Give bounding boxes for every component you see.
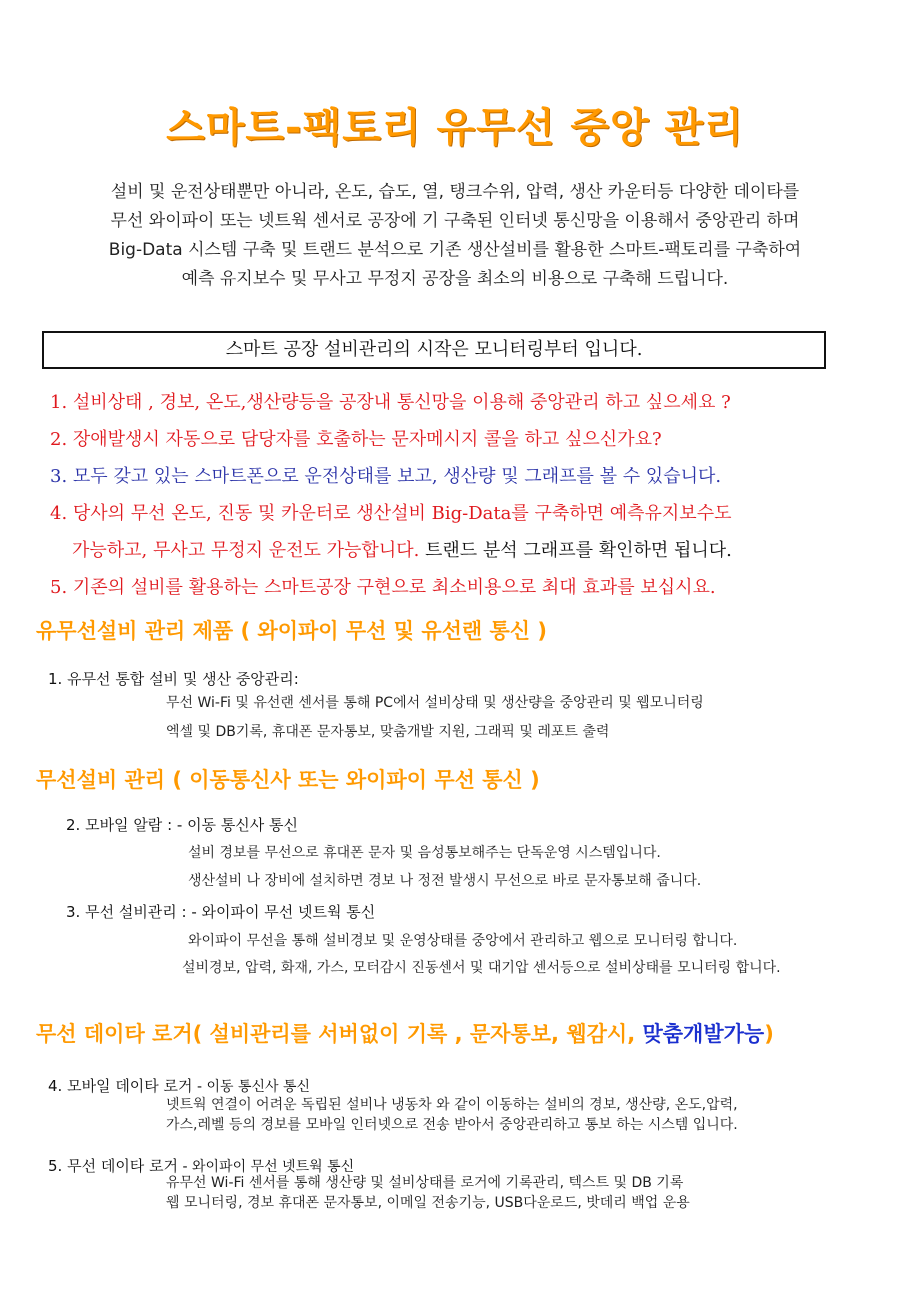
section-heading-wireless: 무선설비 관리 ( 이동통신사 또는 와이파이 무선 통신 ) xyxy=(36,768,540,792)
question-item-4-black-part: 트랜드 분석 그래프를 확인하면 됩니다. xyxy=(419,540,732,561)
item-3-desc-1: 와이파이 무선을 통해 설비경보 및 운영상태를 중앙에서 관리하고 웹으로 모니터링 합니다. xyxy=(188,933,738,949)
question-item-5: 5. 기존의 설비를 활용하는 스마트공장 구현으로 최소비용으로 최대 효과를 보십시요. xyxy=(50,577,716,598)
question-item-4-red-part: 가능하고, 무사고 무정지 운전도 가능합니다. xyxy=(72,540,420,561)
section-heading-data-logger xyxy=(36,1018,774,1048)
page-title: 스마트-팩토리 유무선 중앙 관리 xyxy=(166,105,744,151)
question-list xyxy=(50,384,880,606)
question-item-2: 2. 장애발생시 자동으로 담당자를 호출하는 문자메시지 콜을 하고 싶으신가요? xyxy=(50,429,662,450)
item-1-title: 1. 유무선 통합 설비 및 생산 중앙관리: xyxy=(48,670,299,688)
item-3-desc-2: 설비경보, 압력, 화재, 가스, 모터감시 진동센서 및 대기압 센서등으로 설비상태를 모니터링 합니다. xyxy=(182,960,781,976)
item-4-title-main: 4. 모바일 데이타 로거 xyxy=(48,1077,193,1095)
item-1-desc-1: 무선 Wi-Fi 및 유선랜 센서를 통해 PC에서 설비상태 및 생산량을 중앙관리 및 웹모니터링 xyxy=(166,695,704,711)
item-5-title-main: 5. 무선 데이타 로거 xyxy=(48,1157,179,1175)
section-heading-data-logger-main: 무선 데이타 로거( 설비관리를 서버없이 기록 , 문자통보, 웹감시, xyxy=(36,1022,643,1046)
item-4-title-sub: - 이동 통신사 통신 xyxy=(192,1079,311,1095)
intro-line: Big-Data 시스템 구축 및 트랜드 분석으로 기존 생산설비를 활용한 스마트-팩토리를 구축하여 xyxy=(108,240,802,260)
section-heading-custom-dev: 맞춤개발가능 xyxy=(642,1022,765,1046)
item-2-desc-2: 생산설비 나 장비에 설치하면 경보 나 정전 발생시 무선으로 바로 문자통보해 줍니다. xyxy=(188,873,702,889)
item-5-desc-1: 유무선 Wi-Fi 센서를 통해 생산량 및 설비상태를 로거에 기록관리, 텍스트 및 DB 기록 xyxy=(166,1175,684,1191)
intro-line: 무선 와이파이 또는 넷트웍 센서로 공장에 기 구축된 인터넷 통신망을 이용해서 중앙관리 하며 xyxy=(110,211,800,231)
section-heading-wired-wireless: 유무선설비 관리 제품 ( 와이파이 무선 및 유선랜 통신 ) xyxy=(36,619,547,643)
item-3-title: 3. 무선 설비관리 : - 와이파이 무선 넷트웍 통신 xyxy=(66,903,376,921)
intro-line: 설비 및 운전상태뿐만 아니라, 온도, 습도, 열, 탱크수위, 압력, 생산 카운터등 다양한 데이타를 xyxy=(110,182,800,202)
question-item-3: 3. 모두 갖고 있는 스마트폰으로 운전상태를 보고, 생산량 및 그래프를 볼 수 있습니다. xyxy=(50,466,722,487)
item-1-desc-2: 엑셀 및 DB기록, 휴대폰 문자통보, 맞춤개발 지원, 그래픽 및 레포트 출력 xyxy=(166,724,610,740)
item-4-desc-2: 가스,레벨 등의 경보를 모바일 인터넷으로 전송 받아서 중앙관리하고 통보 하는 시스템 입니다. xyxy=(166,1117,738,1133)
item-4-desc-1: 넷트웍 연결이 어려운 독립된 설비나 냉동차 와 같이 이동하는 설비의 경보, 생산량, 온도,압력, xyxy=(166,1097,738,1113)
section-heading-close-paren: ) xyxy=(764,1022,774,1046)
item-5-desc-2: 웹 모니터링, 경보 휴대폰 문자통보, 이메일 전송기능, USB다운로드, 밧데리 백업 운용 xyxy=(166,1195,690,1211)
item-2-title: 2. 모바일 알람 : - 이동 통신사 통신 xyxy=(66,816,299,834)
intro-paragraph xyxy=(40,178,870,294)
item-5-title-sub: - 와이파이 무선 넷트웍 통신 xyxy=(178,1159,355,1175)
boxed-heading: 스마트 공장 설비관리의 시작은 모니터링부터 입니다. xyxy=(42,331,826,369)
intro-line: 예측 유지보수 및 무사고 무정지 공장을 최소의 비용으로 구축해 드립니다. xyxy=(181,269,729,289)
question-item-4: 4. 당사의 무선 온도, 진동 및 카운터로 생산설비 Big-Data를 구축하면 예측유지보수도 xyxy=(50,503,732,524)
item-2-desc-1: 설비 경보를 무선으로 휴대폰 문자 및 음성통보해주는 단독운영 시스템입니다. xyxy=(188,845,661,861)
question-item-4-continued xyxy=(50,532,880,569)
question-item-1: 1. 설비상태 , 경보, 온도,생산량등을 공장내 통신망을 이용해 중앙관리 하고 싶으세요 ? xyxy=(50,392,731,413)
